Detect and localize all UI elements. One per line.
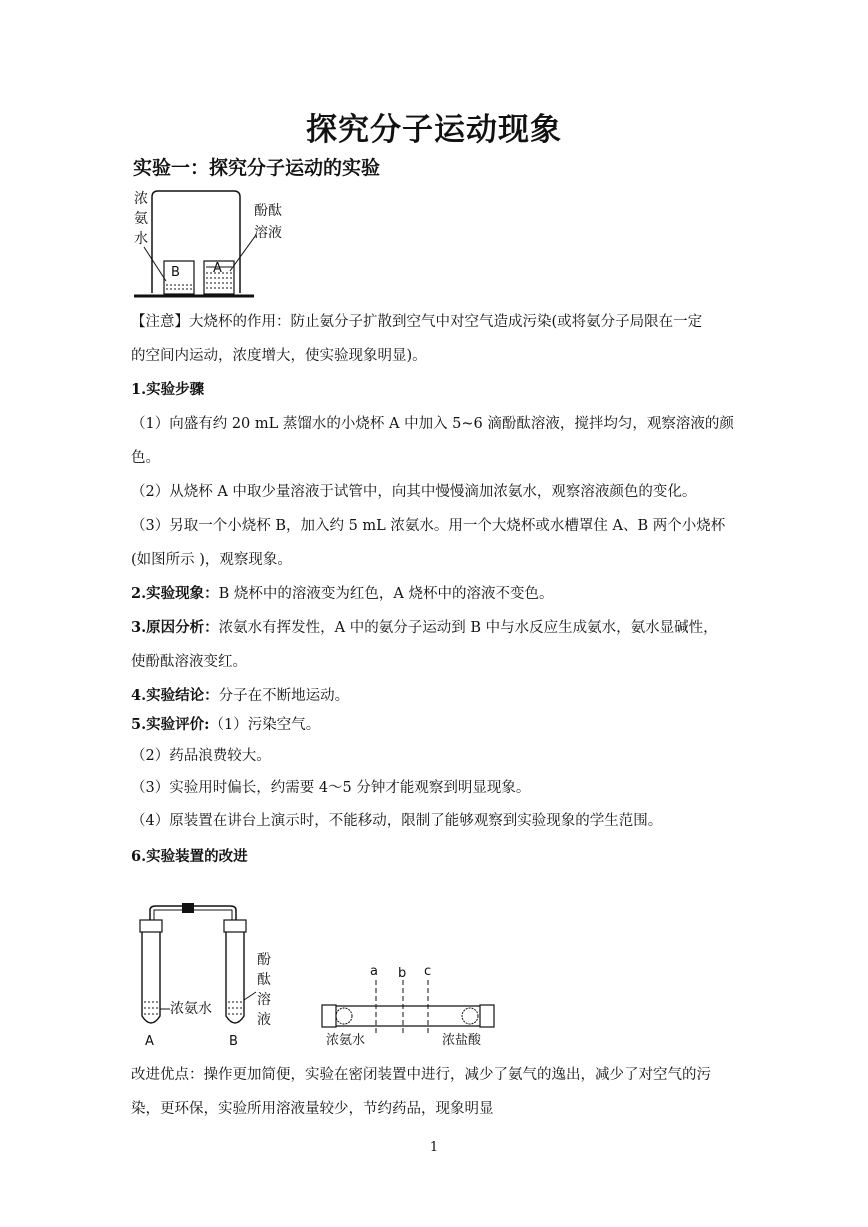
analysis-text-1: 浓氨水有挥发性，A 中的氨分子运动到 B 中与水反应生成氨水，氨水显碱性， — [218, 620, 718, 636]
steps-heading: 1.实验步骤 — [131, 381, 205, 398]
label-conc-ammonia: 浓氨水 — [326, 1033, 366, 1048]
phenomenon-label: 2.实验现象： — [131, 585, 219, 602]
page-title: 探究分子运动现象 — [306, 112, 562, 148]
improvement-heading: 6.实验装置的改进 — [131, 848, 248, 865]
phenomenon-paragraph — [131, 577, 741, 611]
figure-horizontal-tube — [318, 958, 498, 1053]
step-3-line-1: （3）另取一个小烧杯 B，加入约 5 mL 浓氨水。用一个大烧杯或水槽罩住 A、B 两个小烧杯 — [131, 518, 726, 534]
note-line-2: 的空间内运动，浓度增大，使实验现象明显)。 — [131, 348, 427, 364]
label-phenolphthalein-1: 酚酞 — [254, 203, 282, 219]
label-fig2-phen-1: 酚 — [257, 952, 271, 968]
label-ammonia-1: 浓 — [134, 191, 148, 207]
conclusion-text: 分子在不断地运动。 — [218, 688, 350, 704]
label-fig2-phen-2: 酞 — [257, 972, 271, 988]
phenomenon-text: B 烧杯中的溶液变为红色，A 烧杯中的溶液不变色。 — [218, 586, 554, 602]
conclusion-label: 4.实验结论： — [131, 687, 219, 704]
evaluation-paragraph — [131, 708, 741, 742]
figure-connected-tubes — [130, 898, 290, 1048]
label-ammonia-tube: 浓氨水 — [170, 1001, 212, 1017]
analysis-label: 3.原因分析： — [131, 619, 219, 636]
step-1-line-2: 色。 — [131, 450, 160, 466]
advantage-line-1: 改进优点：操作更加简便，实验在密闭装置中进行，减少了氨气的逸出，减少了对空气的污 — [131, 1067, 711, 1083]
page-number: 1 — [429, 1140, 439, 1155]
evaluation-1: （1）污染空气。 — [209, 717, 321, 733]
evaluation-label: 5.实验评价: — [131, 716, 210, 733]
figure-beaker-apparatus — [130, 185, 290, 305]
label-conc-hcl: 浓盐酸 — [442, 1033, 482, 1048]
evaluation-2: （2）药品浪费较大。 — [131, 748, 271, 764]
label-position-a: a — [370, 964, 378, 979]
evaluation-3: （3）实验用时偏长，约需要 4～5 分钟才能观察到明显现象。 — [131, 780, 531, 796]
label-tube-a: A — [145, 1034, 154, 1049]
label-position-b: b — [398, 966, 407, 981]
step-3-line-2: (如图所示 )，观察现象。 — [131, 552, 292, 568]
step-2: （2）从烧杯 A 中取少量溶液于试管中，向其中慢慢滴加浓氨水，观察溶液颜色的变化。 — [131, 484, 697, 500]
label-beaker-b: B — [171, 265, 180, 280]
label-ammonia-2: 氨 — [134, 211, 148, 227]
note-line-1: 【注意】大烧杯的作用：防止氨分子扩散到空气中对空气造成污染(或将氨分子局限在一定 — [131, 314, 703, 330]
label-ammonia-3: 水 — [134, 231, 148, 247]
evaluation-4: （4）原装置在讲台上演示时，不能移动，限制了能够观察到实验现象的学生范围。 — [131, 813, 663, 829]
label-position-c: c — [424, 964, 432, 979]
label-beaker-a: A — [213, 261, 222, 276]
label-phenolphthalein-2: 溶液 — [254, 225, 282, 241]
analysis-paragraph — [131, 611, 741, 645]
label-fig2-phen-3: 溶 — [257, 992, 271, 1008]
label-tube-b: B — [229, 1034, 238, 1049]
analysis-text-2: 使酚酞溶液变红。 — [131, 654, 247, 670]
section-heading-experiment-1: 实验一：探究分子运动的实验 — [133, 157, 381, 179]
label-fig2-phen-4: 液 — [257, 1012, 271, 1028]
step-1-line-1: （1）向盛有约 20 mL 蒸馏水的小烧杯 A 中加入 5~6 滴酚酞溶液，搅拌均匀，观察溶液的颜 — [131, 416, 734, 432]
advantage-line-2: 染，更环保，实验所用溶液量较少，节约药品，现象明显 — [131, 1101, 494, 1117]
